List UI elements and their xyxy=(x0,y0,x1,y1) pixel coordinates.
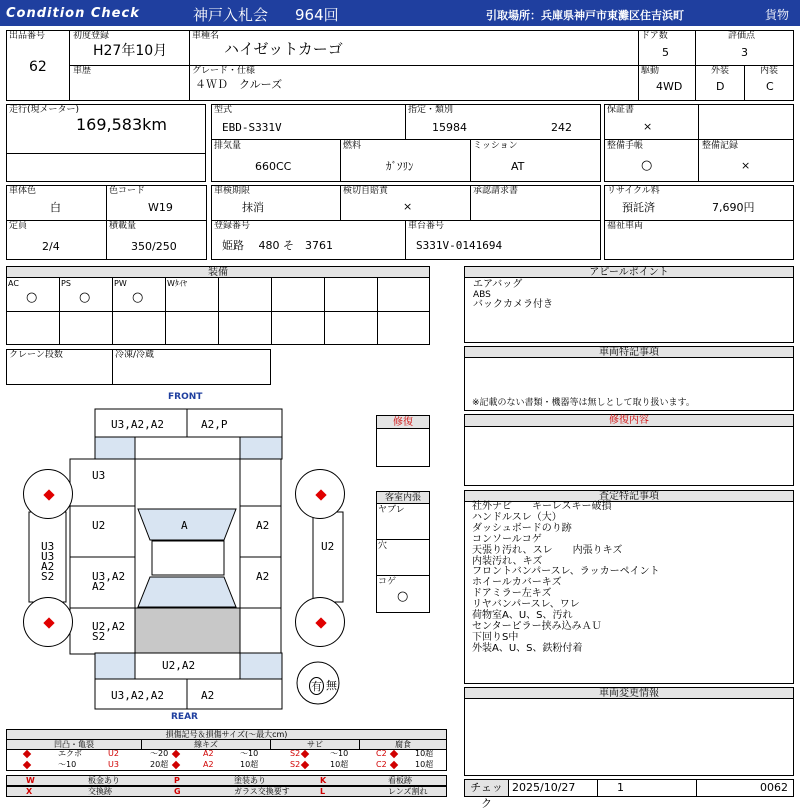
inspection-note-line: コンソールコゲ xyxy=(472,533,542,545)
score-label: 評価点 xyxy=(728,31,756,41)
legend-code-value: レンズ割れ xyxy=(388,787,428,796)
legend-cell: 20超 xyxy=(150,760,169,769)
inspection-note-line: フロントバンパースレ、ラッカーペイント xyxy=(472,566,660,578)
part-right-mid: A2 xyxy=(256,519,270,532)
load-label: 積載量 xyxy=(109,221,137,231)
ps-value: ○ xyxy=(79,290,91,305)
check-code: 0062 xyxy=(760,781,788,794)
approval-label: 承認請求書 xyxy=(473,186,519,196)
model-value: EBD-S331V xyxy=(222,121,282,134)
part-left-outer-3: A2 xyxy=(41,560,55,573)
part-rear-right: A2 xyxy=(201,689,215,702)
ps-label: PS xyxy=(61,279,71,288)
welfare-label: 福祉車両 xyxy=(607,221,644,231)
inspection-note-line: ドアミラー左キズ xyxy=(472,588,552,600)
w-label: Wﾀｲﾔ xyxy=(167,279,187,288)
changes-body xyxy=(464,698,794,776)
inspection-notes-list xyxy=(472,502,660,655)
load-value: 350/250 xyxy=(131,240,177,253)
color-label: 車体色 xyxy=(9,186,37,196)
legend-code-row xyxy=(6,786,447,797)
part-left-low-2: A2 xyxy=(92,580,106,593)
record-value: × xyxy=(741,159,751,172)
part-left-low-3: U2,A2 xyxy=(92,620,126,633)
cabin-ana: 穴 xyxy=(378,541,388,551)
repair-title: 修復内容 xyxy=(464,414,794,427)
pw-value: ○ xyxy=(132,290,144,305)
name-label: 車種名 xyxy=(192,31,220,41)
cabin-yabure: ヤブレ xyxy=(378,505,405,515)
history-label: 車歴 xyxy=(73,66,92,76)
appeal-title: アピールポイント xyxy=(464,266,794,278)
legend-code-key: L xyxy=(320,787,326,796)
int-label: 内装 xyxy=(760,66,779,76)
ext-label: 外装 xyxy=(711,66,730,76)
damage-marker xyxy=(43,489,54,500)
check-date: 2025/10/27 xyxy=(512,781,576,794)
auction-number: 964回 xyxy=(295,6,339,24)
legend-cell: U2 xyxy=(108,749,119,758)
doors-value: 5 xyxy=(662,46,669,59)
legend-cell: A2 xyxy=(203,749,214,758)
changes-title: 車両変更情報 xyxy=(464,687,794,699)
spare-tire-yes: 有 xyxy=(309,677,324,695)
damage-marker xyxy=(315,617,326,628)
part-left-outer-4: S2 xyxy=(41,570,55,583)
ac-value: ○ xyxy=(26,290,38,305)
appeal-line-2: ABS xyxy=(473,290,491,300)
inspection-note-line: ホイールカバーキズ xyxy=(472,577,562,589)
damage-marker xyxy=(315,489,326,500)
selfcheck-label: 検切自賠責 xyxy=(343,186,389,196)
part-hood: A xyxy=(181,519,188,532)
vehicle-category: 貨物 xyxy=(765,8,790,22)
appeal-line-1: エアバッグ xyxy=(473,279,523,290)
legend-code-value: ガラス交換要す xyxy=(234,787,290,796)
special-note: ※記載のない書類・機器等は無しとして取り扱います。 xyxy=(472,398,695,408)
rear-label: REAR xyxy=(171,712,198,722)
fuel-value: ｶﾞｿﾘﾝ xyxy=(386,160,414,173)
legend-cell: 〜10 xyxy=(330,749,349,758)
legend-cell: C2 xyxy=(376,749,387,758)
int-value: C xyxy=(766,80,774,93)
legend-code-key: W xyxy=(26,776,35,785)
inspection-note-line: センターピラー挟み込みＡＵ xyxy=(472,620,602,632)
plate-value: 姫路 480 そ 3761 xyxy=(222,239,333,252)
inspection-note-line: 内装汚れ、キズ xyxy=(472,555,543,567)
equip-blank-2 xyxy=(271,277,325,312)
legend-cell: 〜20 xyxy=(150,749,169,758)
inspection-note-line: 社外ナビ キーレスキー破損 xyxy=(472,501,612,512)
capacity-value: 2/4 xyxy=(42,240,60,253)
legend-cat-2: 線キズ xyxy=(141,739,271,750)
drive-label: 駆動 xyxy=(641,66,660,76)
part-rear-left: U3,A2,A2 xyxy=(111,689,164,702)
inspection-note-line: 下回りS中 xyxy=(472,631,519,643)
inspection-note-line: 荷物室A、U、S、汚れ xyxy=(472,610,573,622)
equip-blank-1 xyxy=(218,277,272,312)
legend-code-key: P xyxy=(174,776,180,785)
legend-cell: 〜10 xyxy=(58,760,77,769)
fuel-label: 燃料 xyxy=(343,141,362,151)
ext-value: D xyxy=(716,80,725,93)
wheel-rear-right xyxy=(295,597,345,647)
model-label: 型式 xyxy=(214,105,233,115)
pw-label: PW xyxy=(114,279,127,288)
pickup-location: 引取場所：兵庫県神戸市東灘区住吉浜町 xyxy=(486,9,684,22)
legend-code-row xyxy=(6,775,447,786)
wheel-rear-left xyxy=(23,597,73,647)
category-number: 242 xyxy=(551,121,572,134)
special-title: 車両特記事項 xyxy=(464,346,794,358)
recycle-label: リサイクル料 xyxy=(607,186,660,196)
equip-blank-10 xyxy=(271,311,325,345)
chassis-label: 車台番号 xyxy=(408,221,445,231)
equip-blank-3 xyxy=(324,277,378,312)
warranty-label: 保証書 xyxy=(607,105,635,115)
legend-code-key: X xyxy=(26,787,33,796)
manual-value: ○ xyxy=(641,158,653,173)
repair-body xyxy=(464,426,794,486)
legend-code-value: 看板跡 xyxy=(388,776,412,785)
part-left-low-4: S2 xyxy=(92,630,106,643)
legend-cell: 〜10 xyxy=(240,749,259,758)
legend-cell: 10超 xyxy=(415,760,434,769)
part-right-outer: U2 xyxy=(321,540,335,553)
legend-cat-3: サビ xyxy=(270,739,360,750)
warranty-value: × xyxy=(643,120,653,133)
lot-number: 62 xyxy=(29,59,47,75)
legend-code-value: 板金あり xyxy=(88,776,120,785)
part-front-left: U3,A2,A2 xyxy=(111,418,164,431)
selfcheck-value: × xyxy=(403,200,413,213)
drive-value: 4WD xyxy=(656,80,683,93)
mileage-label: 走行(現メーター) xyxy=(9,105,80,115)
mission-label: ミッション xyxy=(473,141,518,151)
equip-blank-5 xyxy=(6,311,60,345)
manual-label: 整備手帳 xyxy=(607,141,644,151)
damage-marker xyxy=(43,617,54,628)
wheel-front-left xyxy=(23,469,73,519)
legend-cell: 10超 xyxy=(415,749,434,758)
equip-blank-7 xyxy=(112,311,166,345)
mileage-value: 169,583km xyxy=(76,115,168,134)
lot-label: 出品番号 xyxy=(9,31,46,41)
fridge-label: 冷凍/冷蔵 xyxy=(115,350,155,360)
equip-blank-8 xyxy=(165,311,219,345)
plate-label: 登録番号 xyxy=(214,221,251,231)
inspection-note-line: 外装A、U、S、鉄粉付着 xyxy=(472,642,583,654)
part-rear-upper: U2,A2 xyxy=(162,659,196,672)
inspection-notes-title: 査定特記事項 xyxy=(464,490,794,502)
part-right-low: A2 xyxy=(256,570,270,583)
recycle-status: 預託済 xyxy=(622,201,655,214)
code-label: 色コード xyxy=(109,186,146,196)
crane-label: クレーン段数 xyxy=(9,350,63,360)
cabin-koge: コゲ xyxy=(378,577,397,587)
mileage-blank xyxy=(6,153,206,182)
legend-cell: U3 xyxy=(108,760,119,769)
legend-cell: 10超 xyxy=(330,760,349,769)
inspection-note-line: ダッシュボードのり跡 xyxy=(472,522,572,534)
equip-blank-11 xyxy=(324,311,378,345)
legend-code-key: G xyxy=(174,787,181,796)
recycle-amount: 7,690円 xyxy=(712,201,755,214)
legend-cat-1: 凹凸・亀裂 xyxy=(6,739,142,750)
front-label: FRONT xyxy=(168,392,203,402)
auction-name: 神戸入札会 xyxy=(193,6,269,24)
repair-side-body xyxy=(376,428,430,467)
cabin-koge-value: ○ xyxy=(397,589,409,604)
legend-cell: 10超 xyxy=(240,760,259,769)
designation-label: 指定・類別 xyxy=(408,105,454,115)
equip-blank-9 xyxy=(218,311,272,345)
header-title: Condition Check xyxy=(6,6,140,21)
equipment-title: 装備 xyxy=(6,266,430,278)
legend-code-value: 交換跡 xyxy=(88,787,112,796)
wheel-front-right xyxy=(295,469,345,519)
warranty-blank xyxy=(698,104,794,140)
appeal-line-3: バックカメラ付き xyxy=(473,299,553,310)
inspection-label: 車検期限 xyxy=(214,186,251,196)
equip-blank-12 xyxy=(377,311,430,345)
code-value: W19 xyxy=(148,201,173,214)
part-left-outer-2: U3 xyxy=(41,550,55,563)
legend-code-key: K xyxy=(320,776,327,785)
equip-blank-6 xyxy=(59,311,113,345)
inspection-note-line: リヤバンパースレ、ワレ xyxy=(472,599,580,611)
reg-label: 初度登録 xyxy=(73,31,110,41)
inspection-note-line: 天張り汚れ、スレ 内張りキズ xyxy=(472,544,623,556)
inspection-value: 抹消 xyxy=(242,201,264,214)
legend-title: 損傷記号＆損傷サイズ(〜最大cm) xyxy=(6,729,447,740)
color-value: 白 xyxy=(50,201,61,214)
legend-cell: S2 xyxy=(290,760,301,769)
score-value: 3 xyxy=(741,46,748,59)
equip-blank-4 xyxy=(377,277,430,312)
legend-cell: C2 xyxy=(376,760,387,769)
legend-cell: A2 xyxy=(203,760,214,769)
displacement-label: 排気量 xyxy=(214,141,242,151)
part-front-right: A2,P xyxy=(201,418,228,431)
designation-value: 15984 xyxy=(432,121,467,134)
legend-cat-4: 腐食 xyxy=(359,739,447,750)
part-left-upper: U3 xyxy=(92,469,106,482)
part-left-mid: U2 xyxy=(92,519,106,532)
capacity-label: 定員 xyxy=(9,221,28,231)
displacement-value: 660CC xyxy=(255,160,292,173)
spare-tire-no: 無 xyxy=(326,679,337,692)
grade-value: ４ＷＤ クルーズ xyxy=(195,78,283,91)
legend-cell: エクボ xyxy=(58,749,82,758)
cabin-title: 客室内張 xyxy=(376,491,430,504)
mission-value: AT xyxy=(511,160,525,173)
legend-cell: S2 xyxy=(290,749,301,758)
check-num: 1 xyxy=(617,781,624,794)
repair-side-title: 修復 xyxy=(376,415,430,429)
doors-label: ドア数 xyxy=(641,31,668,41)
ac-label: AC xyxy=(8,279,19,288)
check-label: チェック xyxy=(464,779,509,797)
grade-label: グレード・仕様 xyxy=(192,66,256,76)
chassis-value: S331V-0141694 xyxy=(416,239,503,252)
record-label: 整備記録 xyxy=(702,141,739,151)
check-num-cell xyxy=(597,779,697,797)
inspection-note-line: ハンドルスレ（大） xyxy=(472,511,562,523)
reg-value: H27年10月 xyxy=(93,43,168,59)
car-name: ハイゼットカーゴ xyxy=(224,40,343,58)
part-left-low-1: U3,A2 xyxy=(92,570,126,583)
part-left-outer-1: U3 xyxy=(41,540,55,553)
legend-code-value: 塗装あり xyxy=(234,776,266,785)
